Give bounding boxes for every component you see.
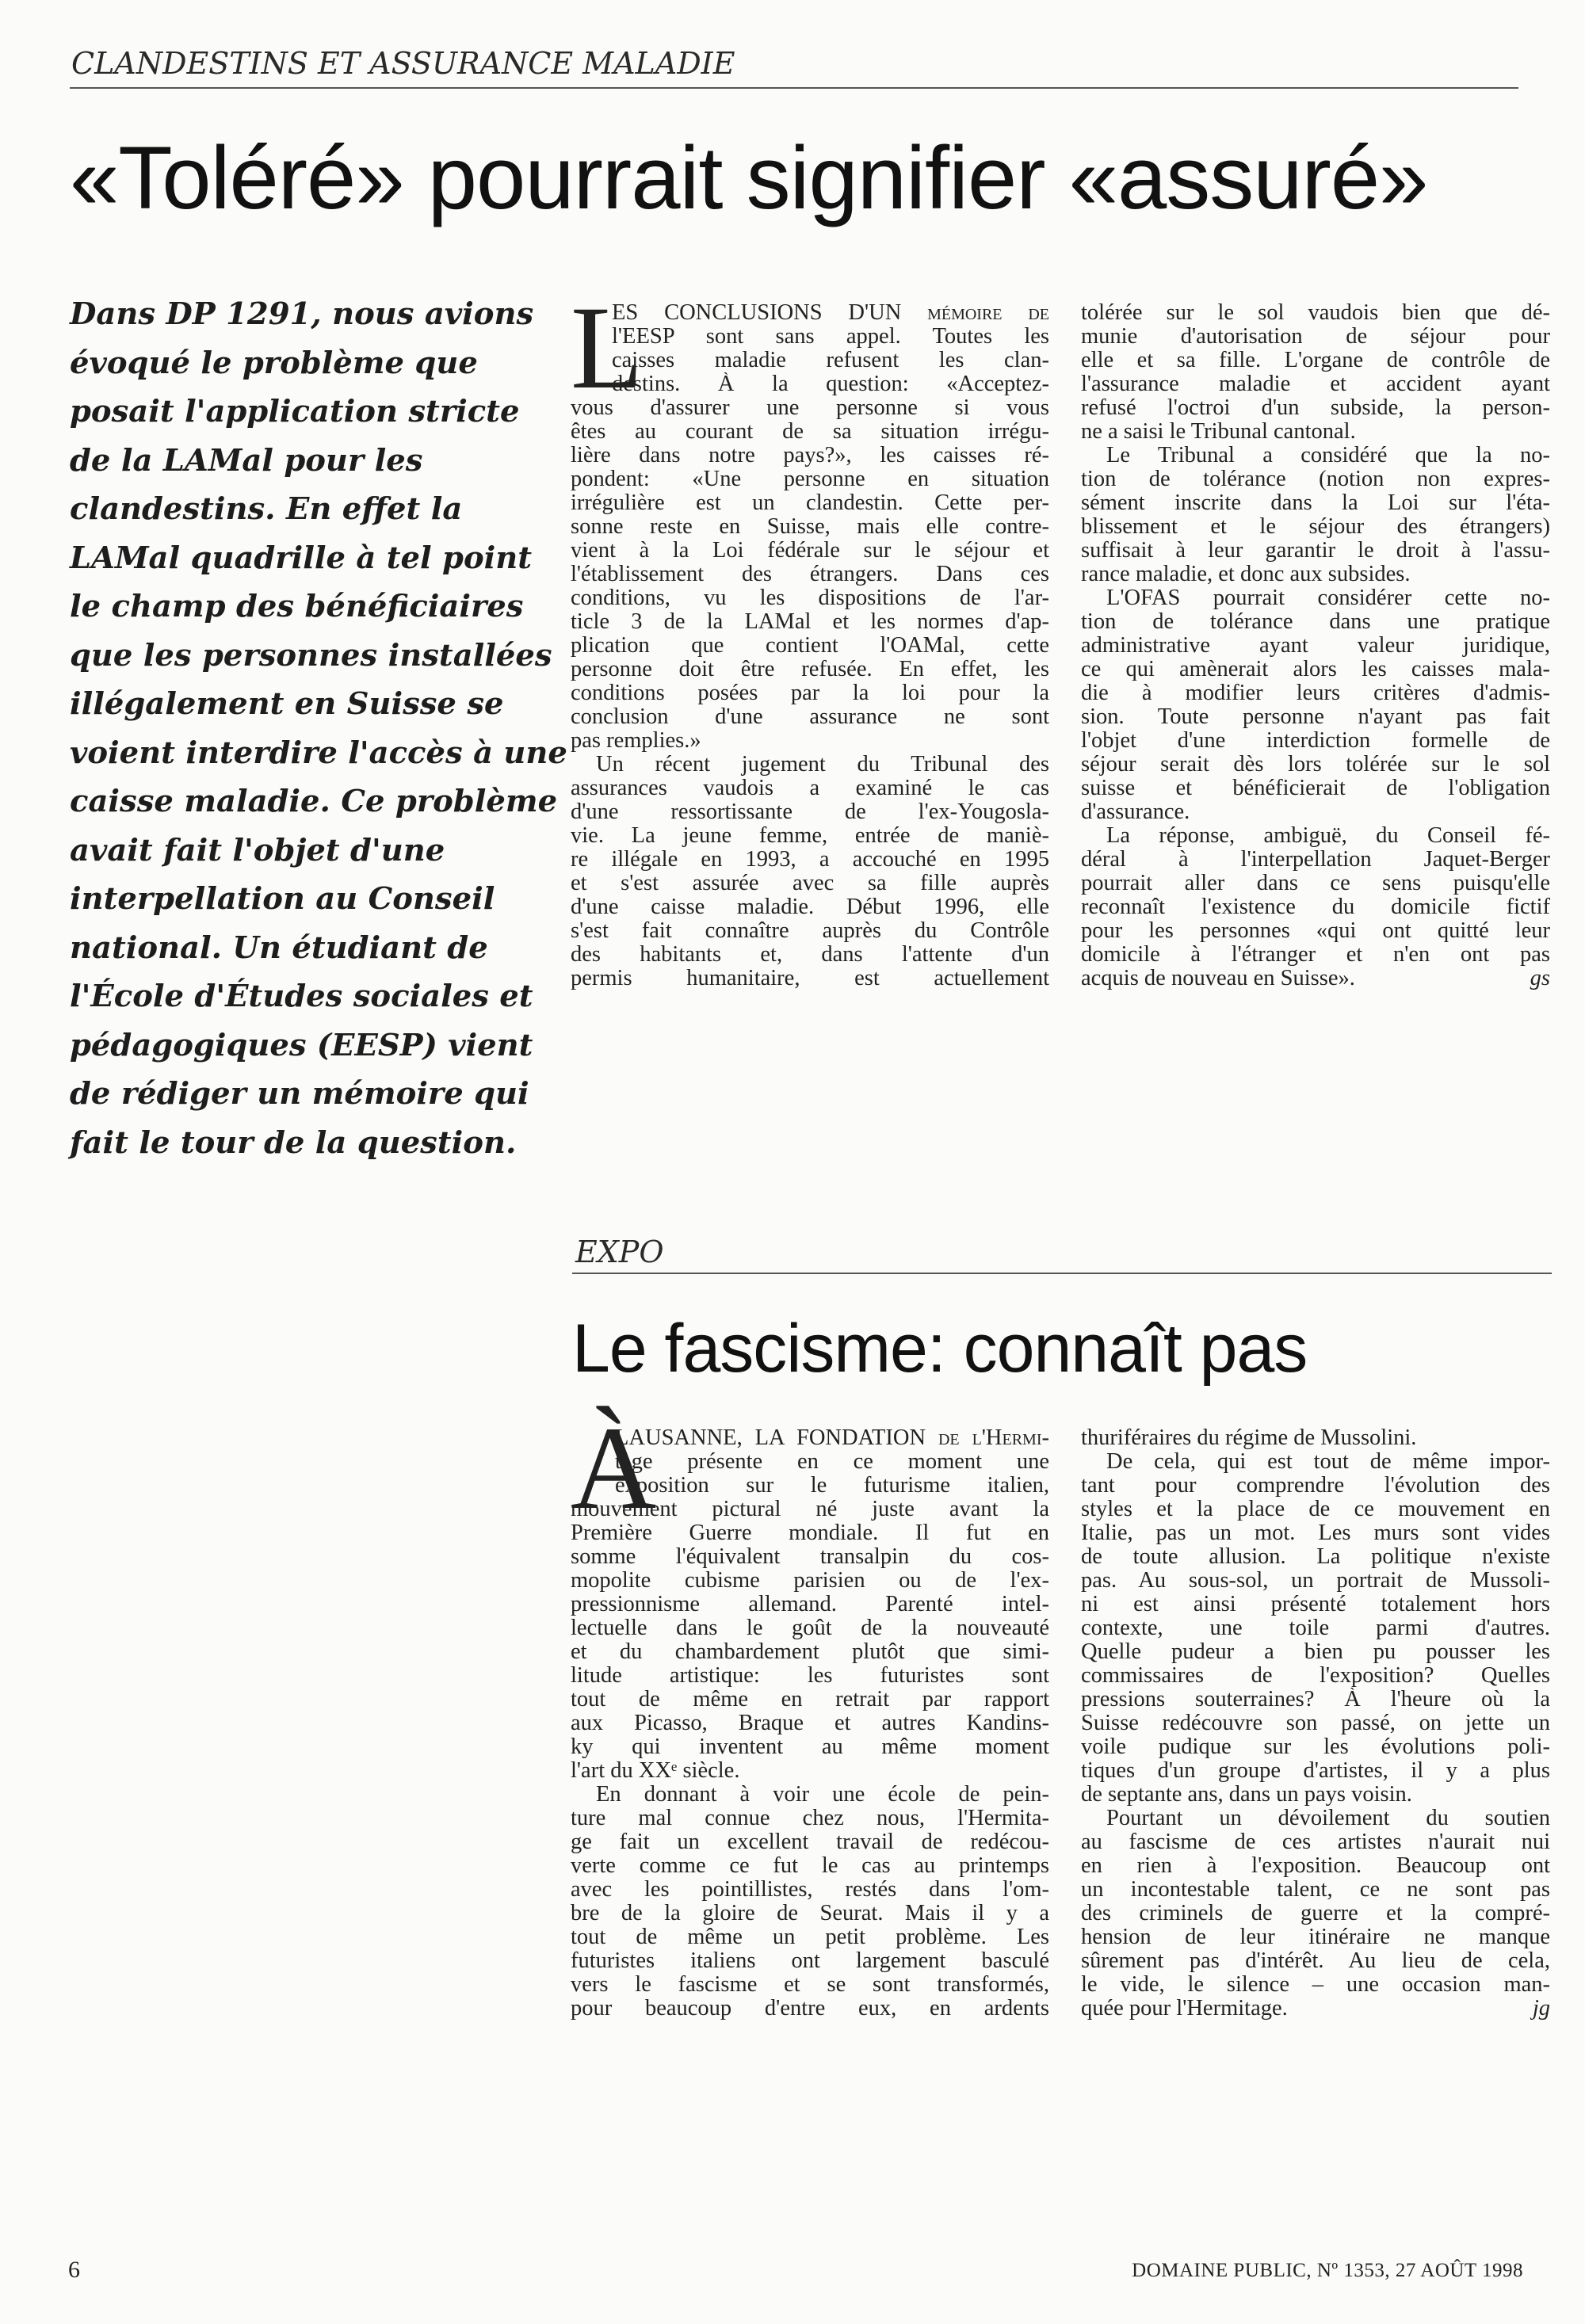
- article-title-tolere: «Toléré» pourrait signifier «assuré»: [70, 128, 1428, 227]
- body-line: L'OFAS pourrait considérer cette no-: [1106, 586, 1550, 610]
- body-line: tion de tolérance dans une pratique: [1081, 610, 1550, 634]
- intro-line: avait fait l'objet d'une: [70, 832, 445, 868]
- rubric-rule: [70, 87, 1518, 89]
- body-line: En donnant à voir une école de pein-: [596, 1783, 1049, 1807]
- intro-line: de la LAMal pour les: [70, 442, 423, 479]
- body-line: conditions posées par la loi pour la: [571, 681, 1049, 705]
- body-line: re illégale en 1993, a accouché en 1995: [571, 848, 1049, 872]
- body-line: d'une caisse maladie. Début 1996, elle: [571, 895, 1049, 919]
- body-line: Pourtant un dévoilement du soutien: [1106, 1807, 1550, 1830]
- intro-line: le champ des bénéficiaires: [70, 589, 524, 624]
- body-line: d'une ressortissante de l'ex-Yougosla-: [571, 800, 1049, 824]
- intro-line: que les personnes installées: [70, 637, 552, 674]
- section-rubric-expo: EXPO: [575, 1235, 664, 1269]
- body-line: l'assurance maladie et accident ayant: [1081, 372, 1550, 396]
- body-line: permis humanitaire, est actuellement: [571, 967, 1049, 990]
- body-line: pas. Au sous-sol, un portrait de Mussoli-: [1081, 1569, 1550, 1593]
- body-line: Première Guerre mondiale. Il fut en: [571, 1521, 1049, 1545]
- body-line: personne doit être refusée. En effet, les: [571, 658, 1049, 681]
- body-line: vient à la Loi fédérale sur le séjour et: [571, 539, 1049, 563]
- body-line: ge fait un excellent travail de redécou-: [571, 1830, 1049, 1854]
- intro-line: illégalement en Suisse se: [70, 686, 504, 722]
- author-signature: gs: [1530, 967, 1550, 990]
- intro-line: LAMal quadrille à tel point: [70, 540, 533, 576]
- intro-line: l'École d'Études sociales et: [70, 979, 533, 1014]
- body-line: destins. À la question: «Acceptez-: [612, 372, 1049, 396]
- body-line: De cela, qui est tout de même impor-: [1106, 1450, 1550, 1474]
- body-line: et du chambardement plutôt que simi-: [571, 1640, 1049, 1664]
- article2-column-2: [1081, 1426, 1550, 2021]
- article1-column-1: [571, 282, 1049, 990]
- body-line: Italie, pas un mot. Les murs sont vides: [1081, 1521, 1550, 1545]
- body-line: des criminels de guerre et la compré-: [1081, 1902, 1550, 1925]
- body-line: l'objet d'une interdiction formelle de: [1081, 729, 1550, 753]
- body-line: Quelle pudeur a bien pu pousser les: [1081, 1640, 1550, 1664]
- body-line: tant pour comprendre l'évolution des: [1081, 1474, 1550, 1498]
- intro-line: pédagogiques (EESP) vient: [70, 1027, 533, 1063]
- body-line: elle et sa fille. L'organe de contrôle de: [1081, 349, 1550, 372]
- body-line: Le Tribunal a considéré que la no-: [1106, 444, 1550, 467]
- intro-line: interpellation au Conseil: [70, 881, 495, 917]
- body-line: conditions, vu les dispositions de l'ar-: [571, 586, 1049, 610]
- body-line: en rien à l'exposition. Beaucoup ont: [1081, 1854, 1550, 1878]
- body-line: tout de même en retrait par rapport: [571, 1688, 1049, 1712]
- body-line: administrative ayant valeur juridique,: [1081, 634, 1550, 658]
- body-line: assurances vaudois a examiné le cas: [571, 777, 1049, 800]
- intro-line: national. Un étudiant de: [70, 929, 488, 966]
- body-line: Un récent jugement du Tribunal des: [596, 753, 1049, 777]
- body-line: un incontestable talent, ce ne sont pas: [1081, 1878, 1550, 1902]
- body-line: suisse et bénéficierait de l'obligation: [1081, 777, 1550, 800]
- rubric-rule: [572, 1273, 1552, 1274]
- body-line: pressions souterraines? À l'heure où la: [1081, 1688, 1550, 1712]
- section-rubric-clandestins: CLANDESTINS ET ASSURANCE MALADIE: [71, 46, 735, 81]
- article2-column-1: [571, 1402, 1049, 2021]
- intro-line: fait le tour de la question.: [70, 1124, 517, 1161]
- body-line: et s'est assurée avec sa fille auprès: [571, 872, 1049, 895]
- body-line: le vide, le silence – une occasion man-: [1081, 1973, 1550, 1997]
- body-line: La réponse, ambiguë, du Conseil fé-: [1106, 824, 1550, 848]
- body-line: ce qui amènerait alors les caisses mala-: [1081, 658, 1550, 681]
- body-line: tolérée sur le sol vaudois bien que dé-: [1081, 301, 1550, 325]
- article1-column-2: [1081, 301, 1550, 990]
- body-line: commissaires de l'exposition? Quelles: [1081, 1664, 1550, 1688]
- body-line: l'EESP sont sans appel. Toutes les: [612, 325, 1049, 349]
- body-line: tage présente en ce moment une: [615, 1450, 1049, 1474]
- body-line: d'assurance.: [1081, 800, 1190, 824]
- body-line: lière dans notre pays?», les caisses ré-: [571, 444, 1049, 467]
- body-line: l'art du XXᵉ siècle.: [571, 1759, 740, 1783]
- body-line: suffisait à leur garantir le droit à l'assu-: [1081, 539, 1550, 563]
- body-line: l'établissement des étrangers. Dans ces: [571, 563, 1049, 586]
- body-line: pour beaucoup d'entre eux, en ardents: [571, 1997, 1049, 2021]
- body-line: munie d'autorisation de séjour pour: [1081, 325, 1550, 349]
- body-line: tout de même un petit problème. Les: [571, 1925, 1049, 1949]
- body-line: de toute allusion. La politique n'existe: [1081, 1545, 1550, 1569]
- body-line: ticle 3 de la LAMal et les normes d'ap-: [571, 610, 1049, 634]
- body-line: sion. Toute personne n'ayant pas fait: [1081, 705, 1550, 729]
- body-line: pourrait aller dans ce sens puisqu'elle: [1081, 872, 1550, 895]
- body-line: voile pudique sur les évolutions poli-: [1081, 1735, 1550, 1759]
- body-line: contexte, une toile parmi d'autres.: [1081, 1616, 1550, 1640]
- body-line: avec les pointillistes, restés dans l'om-: [571, 1878, 1049, 1902]
- body-line: tion de tolérance (notion non expres-: [1081, 467, 1550, 491]
- body-line: pas remplies.»: [571, 729, 701, 753]
- body-line: conclusion d'une assurance ne sont: [571, 705, 1049, 729]
- body-line-with-signature: [1081, 1997, 1550, 2021]
- body-line: sément inscrite dans la Loi sur l'éta-: [1081, 491, 1550, 515]
- author-signature: jg: [1532, 1997, 1550, 2021]
- body-line: sonne reste en Suisse, mais elle contre-: [571, 515, 1049, 539]
- body-line: s'est fait connaître auprès du Contrôle: [571, 919, 1049, 943]
- body-line: styles et la place de ce mouvement en: [1081, 1498, 1550, 1521]
- body-line: exposition sur le futurisme italien,: [615, 1474, 1049, 1498]
- body-line: déral à l'interpellation Jaquet-Berger: [1081, 848, 1550, 872]
- body-line: plication que contient l'OAMal, cette: [571, 634, 1049, 658]
- body-line: de septante ans, dans un pays voisin.: [1081, 1783, 1412, 1807]
- body-line: sûrement pas d'intérêt. Au lieu de cela,: [1081, 1949, 1550, 1973]
- body-line-text: acquis de nouveau en Suisse».: [1081, 967, 1355, 990]
- body-line: die à modifier leurs critères d'admis-: [1081, 681, 1550, 705]
- body-line-text: quée pour l'Hermitage.: [1081, 1997, 1288, 2021]
- body-line: irrégulière est un clandestin. Cette per-: [571, 491, 1049, 515]
- body-line: vie. La jeune femme, entrée de maniè-: [571, 824, 1049, 848]
- body-line: futuristes italiens ont largement basculé: [571, 1949, 1049, 1973]
- body-line: rance maladie, et donc aux subsides.: [1081, 563, 1411, 586]
- body-line: pour les personnes «qui ont quitté leur: [1081, 919, 1550, 943]
- body-line: hension de leur itinéraire ne manque: [1081, 1925, 1550, 1949]
- body-line: mouvement pictural né juste avant la: [571, 1498, 1049, 1521]
- body-line: vers le fascisme et se sont transformés,: [571, 1973, 1049, 1997]
- body-line: êtes au courant de sa situation irrégu-: [571, 420, 1049, 444]
- article-title-fascisme: Le fascisme: connaît pas: [572, 1311, 1308, 1387]
- body-line: des habitants et, dans l'attente d'un: [571, 943, 1049, 967]
- body-line: ES CONCLUSIONS D'UN mémoire de: [612, 301, 1049, 325]
- publication-info: DOMAINE PUBLIC, Nº 1353, 27 AOÛT 1998: [1132, 2260, 1523, 2281]
- intro-line: caisse maladie. Ce problème: [70, 784, 558, 819]
- body-line: vous d'assurer une personne si vous: [571, 396, 1049, 420]
- intro-line: voient interdire l'accès à une: [70, 735, 567, 771]
- body-line: tiques d'un groupe d'artistes, il y a plus: [1081, 1759, 1550, 1783]
- body-line: domicile à l'étranger et n'en ont pas: [1081, 943, 1550, 967]
- intro-line: évoqué le problème que: [70, 345, 478, 381]
- body-line: Suisse redécouvre son passé, on jette un: [1081, 1712, 1550, 1735]
- body-line: bre de la gloire de Seurat. Mais il y a: [571, 1902, 1049, 1925]
- intro-line: posait l'application stricte: [70, 394, 520, 429]
- body-line-with-signature: [1081, 967, 1550, 990]
- article-intro: [70, 290, 567, 1167]
- drop-cap: L: [571, 282, 644, 414]
- body-line: aux Picasso, Braque et autres Kandins-: [571, 1712, 1049, 1735]
- body-line: mopolite cubisme parisien ou de l'ex-: [571, 1569, 1049, 1593]
- body-line: ni est ainsi présenté totalement hors: [1081, 1593, 1550, 1616]
- body-line: litude artistique: les futuristes sont: [571, 1664, 1049, 1688]
- body-line: au fascisme de ces artistes n'aurait nui: [1081, 1830, 1550, 1854]
- body-line: reconnaît l'existence du domicile fictif: [1081, 895, 1550, 919]
- body-line: pressionnisme allemand. Parenté intel-: [571, 1593, 1049, 1616]
- body-line: pondent: «Une personne en situation: [571, 467, 1049, 491]
- intro-line: Dans DP 1291, nous avions: [70, 296, 534, 332]
- body-line: somme l'équivalent transalpin du cos-: [571, 1545, 1049, 1569]
- body-line: verte comme ce fut le cas au printemps: [571, 1854, 1049, 1878]
- intro-line: de rédiger un mémoire qui: [70, 1076, 529, 1112]
- body-line: lectuelle dans le goût de la nouveauté: [571, 1616, 1049, 1640]
- page-number: 6: [68, 2257, 80, 2283]
- body-line: refusé l'octroi d'un subside, la person-: [1081, 396, 1550, 420]
- body-line: ture mal connue chez nous, l'Hermita-: [571, 1807, 1049, 1830]
- body-line: thuriféraires du régime de Mussolini.: [1081, 1426, 1417, 1450]
- body-line: LAUSANNE, LA FONDATION de l'Hermi-: [615, 1426, 1049, 1450]
- body-line: ky qui inventent au même moment: [571, 1735, 1049, 1759]
- drop-cap: À: [571, 1402, 657, 1534]
- body-line: caisses maladie refusent les clan-: [612, 349, 1049, 372]
- body-line: ne a saisi le Tribunal cantonal.: [1081, 420, 1356, 444]
- body-line: blissement et le séjour des étrangers): [1081, 515, 1550, 539]
- body-line: séjour serait dès lors tolérée sur le sol: [1081, 753, 1550, 777]
- intro-line: clandestins. En effet la: [70, 491, 463, 527]
